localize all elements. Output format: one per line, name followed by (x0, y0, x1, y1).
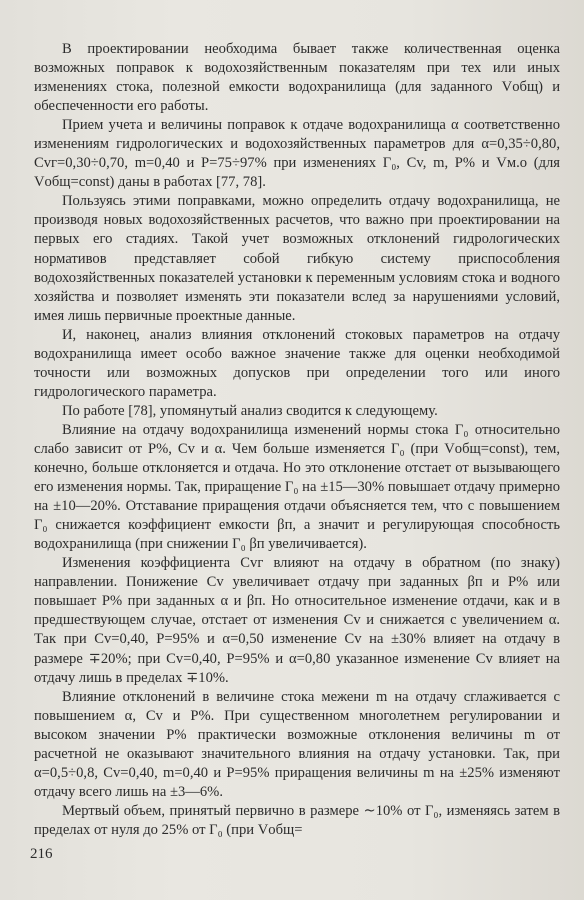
paragraph-3: Пользуясь этими поправками, можно определить отдачу водохранилища, не производя новых водохозяйственных расчетов, что важно при проектировании на первых его стадиях. Такой учет возможных отклонений гидрологических нормативов представляет собой гибкую систему приспособления водохозяйственных показателей установки к переменным условиям стока и водного хозяйства и позволяет изменять эти показатели вслед за нарушениями условий, имея лишь первичные проектные данные. (34, 193, 560, 324)
paragraph-2: Прием учета и величины поправок к отдаче водохранилища α соответственно изменениям гидрологических и водохозяйственных параметров для α=0,35÷0,80, Cvг=0,30÷0,70, m=0,40 и P=75÷97% при изменениях Г₀, Cv, m, P% и Vм.о (для Vобщ=const) даны в работах [77, 78]. (34, 117, 560, 191)
page-number: 216 (30, 846, 53, 862)
paragraph-1: В проектировании необходима бывает также количественная оценка возможных поправок к водохозяйственным показателям при тех или иных изменениях стока, полезной емкости водохранилища (для заданного Vобщ) и обеспеченности его работы. (34, 41, 560, 115)
body-text (34, 40, 560, 840)
paragraph-8: Влияние отклонений в величине стока межени m на отдачу сглаживается с повышением α, Cv и P%. При существенном многолетнем регулировании и высоком значении P% практически возможные отклонения величины m от расчетной не оказывают значительного влияния на отдачу установки. Так, при α=0,5÷0,8, Cv=0,40, m=0,40 и P=95% приращения величины m на ±25% изменяют отдачу всего лишь на ±3—6%. (34, 688, 560, 800)
paragraph-6: Влияние на отдачу водохранилища изменений нормы стока Г₀ относительно слабо зависит от P%, Cv и α. Чем больше изменяется Г₀ (при Vобщ=const), тем, конечно, больше отклоняется и отдача. Но это отклонение отстает от вызывающего его изменения нормы. Так, приращение Г₀ на ±15—30% повышает отдачу примерно на ±10—20%. Отставание приращения отдачи объясняется тем, что с повышением Г₀ снижается коэффициент емкости βп, а значит и регулирующая способность водохранилища (при снижении Г₀ βп увеличивается). (34, 421, 560, 553)
paragraph-5: По работе [78], упомянутый анализ сводится к следующему. (62, 402, 438, 419)
paragraph-7: Изменения коэффициента Cvг влияют на отдачу в обратном (по знаку) направлении. Понижение Cv увеличивает отдачу при заданных βп и P% или повышает P% при заданных α и βп. Но относительное изменение отдачи, как и в предшествующем случае, отстает от изменения Cv и снижается с увеличением α. Так при Cv=0,40, P=95% и α=0,50 изменение Cv на ±30% влияет на отдачу в размере ∓20%; при Cv=0,40, P=95% и α=0,80 указанное изменение Cv влияет на отдачу лишь в пределах ∓10%. (34, 555, 560, 686)
paragraph-4: И, наконец, анализ влияния отклонений стоковых параметров на отдачу водохранилища имеет особо важное значение также для оценки необходимой точности или возможных допусков при определении того или иного гидрологического параметра. (34, 326, 560, 400)
paragraph-9: Мертвый объем, принятый первично в размере ∼10% от Г₀, изменяясь затем в пределах от нуля до 25% от Г₀ (при Vобщ= (34, 802, 560, 838)
